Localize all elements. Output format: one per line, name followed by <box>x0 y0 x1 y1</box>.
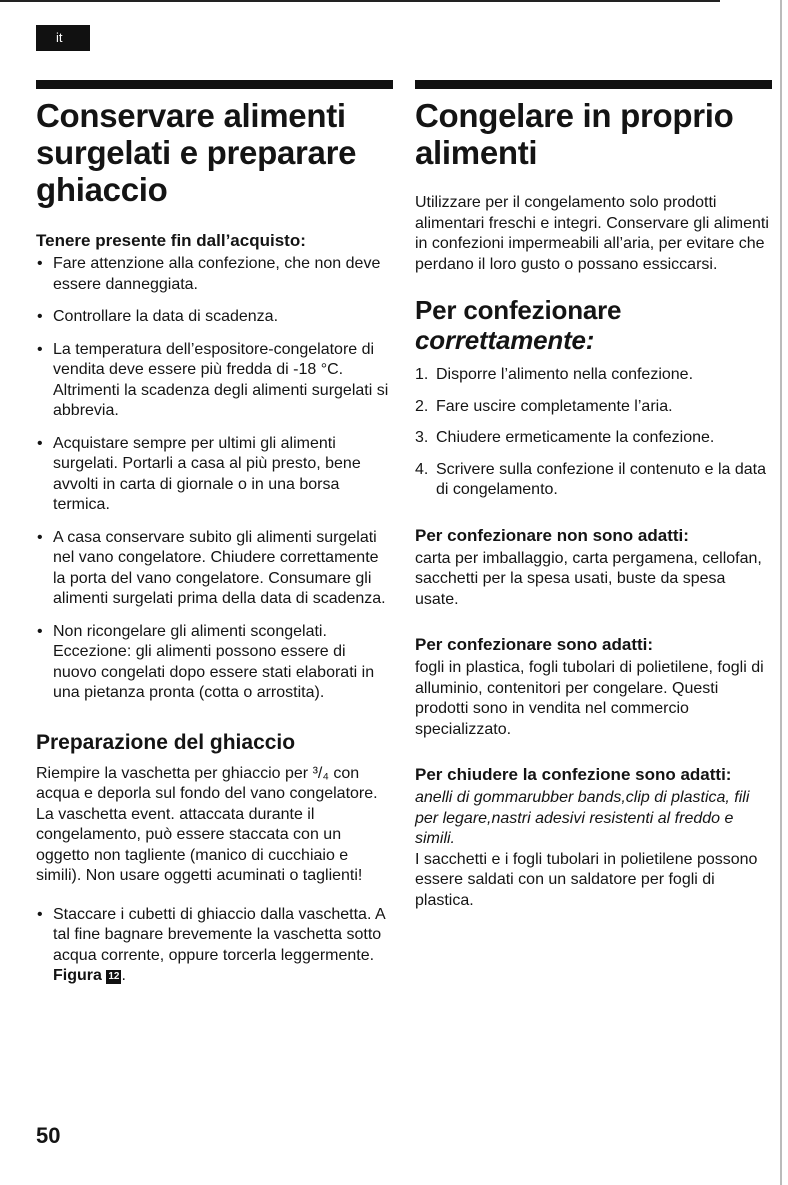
right-border-line <box>780 0 782 1185</box>
step-number: 4. <box>415 460 429 478</box>
list-item <box>415 428 772 449</box>
not-suitable-heading: Per confezionare non sono adatti: <box>415 525 689 545</box>
suitable-text: fogli in plastica, fogli tubolari di polietilene, fogli di alluminio, contenitori per congelare. Questi prodotti sono in vendita nel commercio specializzato. <box>415 659 764 738</box>
language-tab: it <box>36 25 90 51</box>
section-rule <box>415 80 772 89</box>
packaging-heading-line2: correttamente: <box>415 325 595 355</box>
ice-list <box>36 905 393 987</box>
intro-paragraph: Utilizzare per il congelamento solo prodotti alimentari freschi e integri. Conservare gli alimenti in confezioni impermeabili all’aria, per evitare che perdano il loro gusto o possano essiccarsi. <box>415 194 769 273</box>
list-item <box>415 365 772 386</box>
step-text: Chiudere ermeticamente la confezione. <box>436 429 715 446</box>
step-number: 2. <box>415 397 429 415</box>
step-text: Disporre l’alimento nella confezione. <box>436 366 694 383</box>
purchase-subheading: Tenere presente fin dall’acquisto: <box>36 231 306 250</box>
top-border-line <box>0 0 720 2</box>
ice-paragraph: Riempire la vaschetta per ghiaccio per ³/₄ con acqua e deporla sul fondo del vano congelatore. La vaschetta event. attaccata durante il congelamento, può essere staccata con un oggetto non tagliente (manico di cucchiaio e simili). Non usare oggetti acuminati o taglienti! <box>36 764 378 884</box>
step-text: Scrivere sulla confezione il contenuto e la data di congelamento. <box>436 460 766 498</box>
list-item: • A casa conservare subito gli alimenti surgelati nel vano congelatore. Chiudere correttamente la porta del vano congelatore. Consumare gli alimenti surgelati prima della data di scadenza. <box>36 528 393 610</box>
suitable-block <box>415 634 772 740</box>
step-number: 1. <box>415 366 429 383</box>
list-item: • Fare attenzione alla confezione, che non deve essere danneggiata. <box>36 254 393 295</box>
list-item <box>36 905 393 987</box>
not-suitable-block <box>415 525 772 611</box>
section-title-home-freezing: Congelare in proprio alimenti <box>415 97 734 171</box>
packaging-steps <box>415 365 772 501</box>
closing-text: anelli di gommarubber bands,clip di plastica, fili per legare,nastri adesivi resistenti al freddo e simili. <box>415 789 750 847</box>
packaging-heading <box>415 295 772 355</box>
page-number: 50 <box>36 1123 61 1148</box>
list-item: • Non ricongelare gli alimenti scongelati. Eccezione: gli alimenti possono essere di nuovo congelati dopo essere stati elaborati in una pietanza pronta (cotta o arrostita). <box>36 622 393 704</box>
list-item <box>415 397 772 418</box>
not-suitable-text: carta per imballaggio, carta pergamena, cellofan, sacchetti per la spesa usati, buste da spesa usate. <box>415 549 762 608</box>
list-item: • La temperatura dell’espositore-congelatore di vendita deve essere più fredda di -18 °C. Altrimenti la scadenza degli alimenti surgelati si abbrevia. <box>36 340 393 422</box>
figure-reference: Figura <box>53 967 102 984</box>
packaging-heading-line1: Per confezionare <box>415 295 622 325</box>
list-item: • Acquistare sempre per ultimi gli alimenti surgelati. Portarli a casa al più presto, bene avvolti in carta di giornale o in una borsa termica. <box>36 434 393 516</box>
closing-block <box>415 764 772 911</box>
right-column <box>415 80 772 911</box>
step-number: 3. <box>415 429 429 446</box>
heat-seal-text: I sacchetti e i fogli tubolari in polietilene possono essere saldati con un saldatore per fogli di plastica. <box>415 850 758 909</box>
ice-bullet-text: Staccare i cubetti di ghiaccio dalla vaschetta. A tal fine bagnare brevemente la vaschetta sotto acqua corrente, oppure torcerla leggermente. <box>53 905 385 964</box>
list-item: • Controllare la data di scadenza. <box>36 307 393 328</box>
section-rule <box>36 80 393 89</box>
step-text: Fare uscire completamente l’aria. <box>436 397 673 415</box>
left-column <box>36 80 393 999</box>
period: . <box>121 967 126 984</box>
section-title-frozen-food: Conservare alimenti surgelati e preparare ghiaccio <box>36 97 357 208</box>
ice-heading: Preparazione del ghiaccio <box>36 730 296 754</box>
list-item <box>415 460 772 501</box>
figure-number-icon: 12 <box>108 971 120 982</box>
suitable-heading: Per confezionare sono adatti: <box>415 635 654 654</box>
purchase-tips-list <box>36 254 393 704</box>
closing-heading: Per chiudere la confezione sono adatti: <box>415 765 732 784</box>
